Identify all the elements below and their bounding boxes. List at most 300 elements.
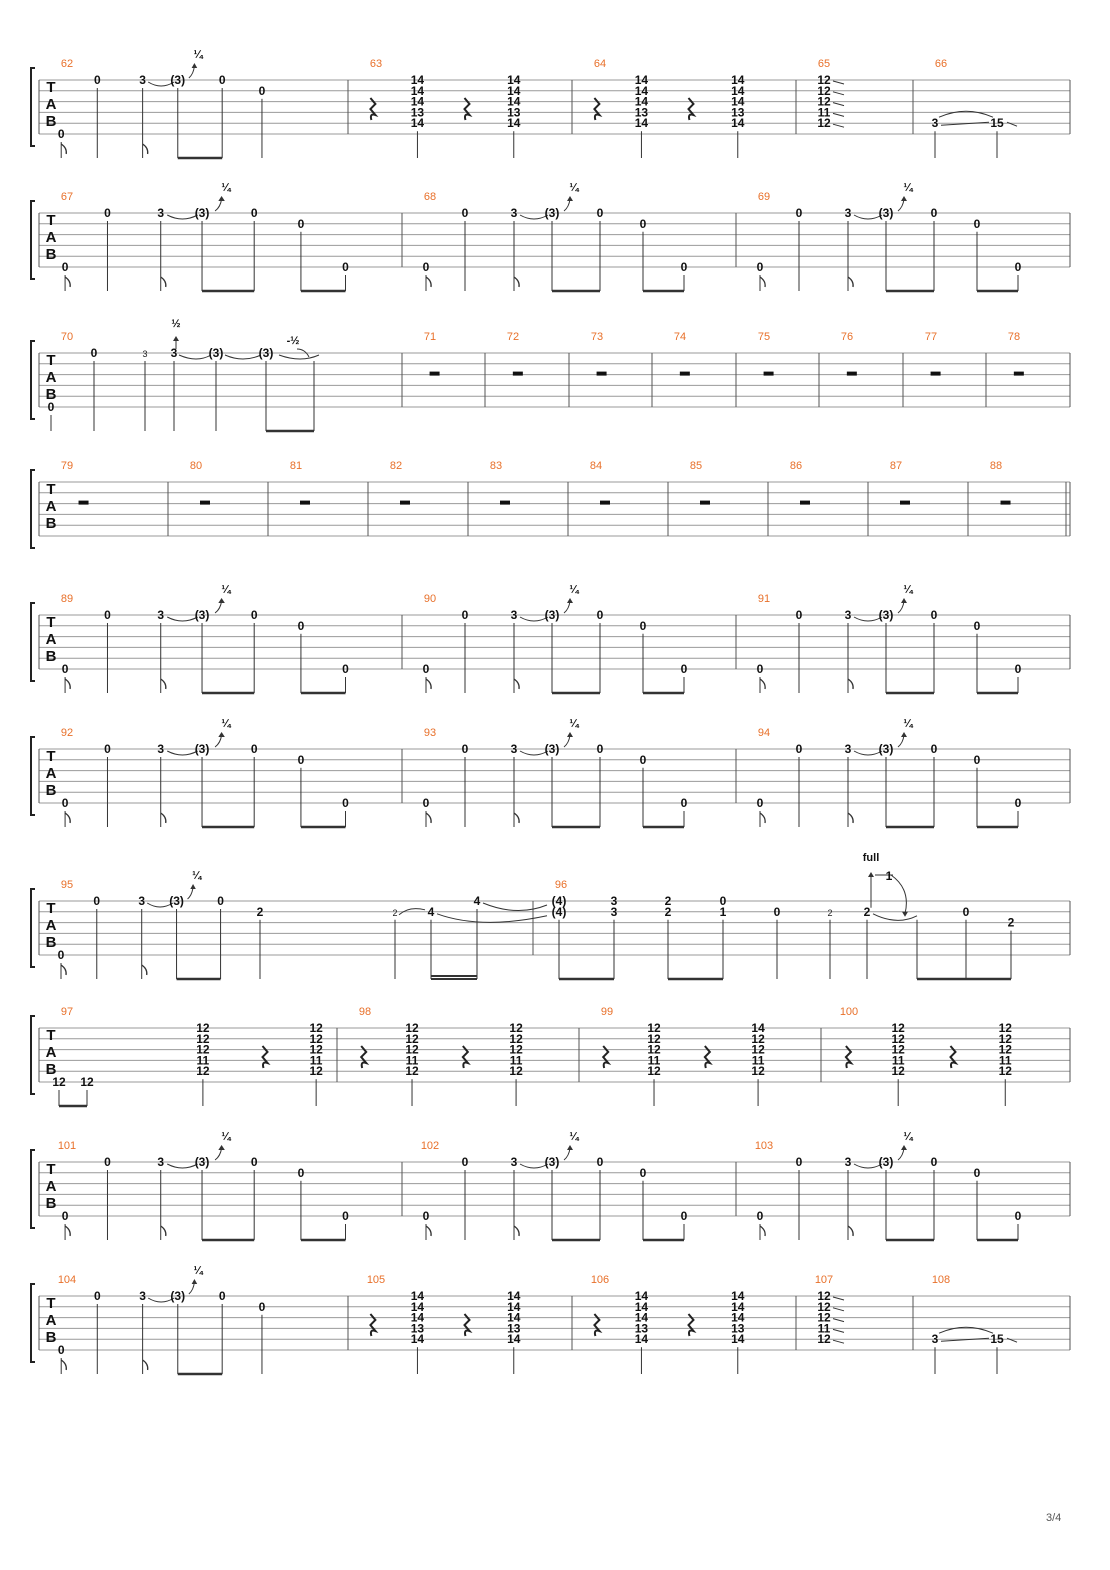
measure-number: 64: [593, 58, 607, 70]
system-bracket: [31, 68, 35, 146]
fret-number: 0: [258, 1299, 266, 1314]
fret-number: 2: [664, 894, 672, 908]
fret-number: 14: [634, 73, 649, 87]
fret-number: 0: [250, 608, 258, 622]
fret-number: 12: [817, 116, 831, 131]
note-flag: [65, 679, 70, 689]
fret-number: (3): [194, 1155, 210, 1169]
fret-number: 0: [639, 1165, 647, 1180]
fret-number: 12: [309, 1042, 323, 1057]
measure-number: 101: [57, 1140, 77, 1152]
fret-number: 14: [634, 116, 649, 131]
whole-rest: [900, 501, 910, 505]
fret-number: 0: [93, 1289, 101, 1303]
fret-number: (3): [878, 1155, 894, 1169]
tab-clef-letter: T: [46, 1161, 56, 1178]
fret-number: 0: [1014, 796, 1022, 810]
slide-out: [833, 1319, 844, 1322]
fret-number: (3): [194, 608, 210, 622]
fret-number: 11: [309, 1053, 323, 1068]
system-bracket: [31, 1016, 35, 1094]
fret-number: 0: [90, 346, 98, 360]
fret-number: 3: [510, 206, 518, 220]
measure-number: 77: [924, 331, 938, 343]
fret-number: 0: [422, 796, 430, 810]
bend-arrowhead: [901, 598, 907, 603]
fret-number: 12: [509, 1042, 523, 1057]
bend-arrowhead: [218, 732, 225, 737]
fret-number: 14: [634, 1299, 649, 1314]
fret-number: 14: [410, 1299, 425, 1314]
bend-arrowhead: [567, 196, 573, 201]
fret-number: 3: [157, 742, 165, 756]
fret-number: 13: [731, 105, 745, 120]
measure-number: 70: [60, 331, 74, 343]
whole-rest: [931, 372, 941, 376]
measure-number: 99: [600, 1006, 614, 1018]
slide-out: [833, 1297, 844, 1300]
fret-number: 13: [731, 1321, 745, 1336]
measure-number: 71: [423, 331, 437, 343]
fret-number: 0: [973, 618, 981, 633]
fret-number: 12: [196, 1042, 210, 1057]
slide-out: [833, 1308, 844, 1311]
fret-number: 14: [731, 73, 745, 87]
fret-number: 12: [647, 1021, 661, 1035]
measure-number: 63: [369, 58, 383, 70]
fret-number: 12: [891, 1064, 905, 1079]
fret-number: (3): [544, 742, 560, 756]
tab-clef-letter: A: [45, 1178, 57, 1195]
measure-number: 95: [60, 879, 74, 891]
fret-number: 13: [507, 105, 521, 120]
slide-out: [833, 113, 844, 116]
fret-number: 0: [422, 260, 430, 274]
bend-arrowhead: [173, 336, 179, 341]
fret-number: 0: [297, 216, 305, 231]
fret-number: 2: [1007, 915, 1015, 930]
fret-number: 0: [422, 662, 430, 676]
measure-number: 80: [189, 460, 203, 472]
measure-number: 92: [60, 727, 74, 739]
fret-number: 14: [731, 116, 745, 131]
fret-number: 0: [756, 260, 764, 274]
bend-arrowhead: [901, 196, 907, 201]
fret-number: 12: [891, 1021, 905, 1035]
bend-amount: ¼: [903, 182, 913, 194]
whole-rest: [430, 372, 440, 376]
measure-number: 103: [754, 1140, 774, 1152]
fret-number: 12: [647, 1064, 661, 1079]
fret-number: 12: [817, 1299, 831, 1314]
fret-number: 11: [647, 1053, 661, 1068]
fret-number: 0: [461, 1155, 469, 1169]
note-flag: [514, 1226, 519, 1236]
fret-number: 0: [1014, 1209, 1022, 1223]
slide-out: [833, 81, 844, 84]
fret-number: 13: [634, 105, 649, 120]
fret-number: 0: [596, 1155, 604, 1169]
measure: [58, 49, 266, 158]
fret-number: 14: [410, 73, 425, 87]
fret-number: 0: [795, 206, 803, 220]
bend-amount: full: [862, 852, 880, 864]
fret-number: 12: [817, 73, 831, 87]
fret-number: 14: [731, 1332, 745, 1347]
fret-number: 0: [104, 1155, 111, 1169]
note-flag: [65, 277, 70, 287]
fret-number: 14: [410, 1289, 425, 1303]
fret-number: 3: [157, 608, 165, 622]
fret-number: 0: [680, 260, 688, 274]
measure-number: 76: [840, 331, 854, 343]
fret-number: 14: [751, 1021, 765, 1035]
tab-clef-letter: A: [45, 765, 57, 782]
note-flag: [143, 144, 148, 154]
fret-number: (3): [878, 742, 894, 756]
measure: [423, 718, 688, 827]
measure: [359, 1006, 523, 1106]
bend-amount: ¼: [569, 182, 579, 194]
measure: [367, 1274, 521, 1374]
tab-clef-letter: B: [45, 515, 57, 532]
fret-number: 3: [510, 742, 518, 756]
tie-arc: [483, 903, 547, 911]
note-flag: [161, 1226, 166, 1236]
note-flag: [760, 679, 765, 689]
measure: [423, 182, 688, 291]
bend-amount: ¼: [569, 584, 579, 596]
fret-number: 11: [196, 1053, 210, 1068]
fret-number: 0: [756, 796, 764, 810]
tab-system: [31, 852, 1070, 979]
fret-number: 0: [795, 1155, 803, 1169]
measure-number: 97: [60, 1006, 74, 1018]
note-flag: [848, 679, 853, 689]
fret-number: 0: [596, 206, 604, 220]
measure-number: 108: [931, 1274, 951, 1286]
bend-amount: ¼: [569, 1131, 579, 1143]
fret-number: 0: [461, 206, 469, 220]
fret-number: 0: [1014, 662, 1022, 676]
measure: [757, 182, 1022, 291]
fret-number: 0: [104, 742, 111, 756]
fret-number: (3): [169, 894, 184, 908]
fret-number: 12: [998, 1021, 1012, 1035]
tie-arc: [279, 355, 319, 359]
bend-arrowhead: [868, 872, 874, 877]
whole-rest: [500, 501, 510, 505]
fret-number: 14: [731, 1310, 745, 1325]
measure: [423, 584, 688, 693]
fret-number: 3: [844, 206, 852, 220]
fret-number: 0: [342, 662, 349, 676]
fret-number: 2: [256, 904, 264, 919]
release-arrowhead: [902, 912, 908, 917]
fret-number: 13: [634, 1321, 649, 1336]
fret-number: 0: [930, 1155, 938, 1169]
fret-number: 0: [680, 1209, 688, 1223]
bend-amount: ¼: [903, 584, 913, 596]
fret-number: 12: [998, 1064, 1012, 1079]
fret-number: 12: [405, 1031, 419, 1046]
measure-number: 91: [757, 593, 771, 605]
tab-clef-letter: A: [45, 369, 57, 386]
whole-rest: [1001, 501, 1011, 505]
measure: [52, 1006, 323, 1106]
measure: [370, 58, 521, 158]
fret-number: 14: [731, 1299, 745, 1314]
fret-number: 14: [731, 1289, 745, 1303]
tab-system: [31, 1265, 1070, 1374]
measure-number: 85: [689, 460, 703, 472]
note-flag: [848, 277, 853, 287]
tab-clef-letter: B: [45, 1061, 57, 1078]
tab-clef-letter: B: [45, 1195, 57, 1212]
tie-arc: [179, 355, 211, 359]
note-flag: [426, 1226, 431, 1236]
bend-arrowhead: [192, 63, 198, 68]
tab-clef-letter: B: [45, 386, 57, 403]
tab-system: [31, 460, 1070, 548]
page-number: 3/4: [1046, 1512, 1062, 1524]
tie-arc: [167, 751, 197, 755]
measure: [755, 1131, 1022, 1240]
measure-number: 100: [839, 1006, 859, 1018]
measure-number: 87: [889, 460, 903, 472]
bend-amount: ¼: [221, 718, 231, 730]
note-flag: [161, 277, 166, 287]
fret-number: 11: [998, 1053, 1012, 1068]
fret-number: 14: [410, 1332, 425, 1347]
fret-number: 14: [634, 83, 649, 98]
fret-number: 12: [998, 1042, 1012, 1057]
tab-clef-letter: T: [46, 900, 56, 917]
fret-number: 0: [461, 608, 469, 622]
note-flag: [426, 679, 431, 689]
tab-system: [31, 1006, 1070, 1106]
slide-out: [833, 92, 844, 95]
whole-rest: [79, 501, 89, 505]
fret-number: 14: [507, 116, 521, 131]
fret-number: 0: [795, 608, 803, 622]
measure: [817, 58, 844, 130]
tie-arc: [167, 1164, 197, 1168]
fret-number: 0: [57, 1343, 65, 1357]
fret-number: (3): [258, 346, 274, 360]
measure-number: 90: [423, 593, 437, 605]
note-flag: [143, 1360, 148, 1370]
measure: [601, 1006, 765, 1106]
fret-number: 12: [309, 1064, 323, 1079]
fret-number: 11: [817, 105, 831, 120]
whole-rest: [513, 372, 523, 376]
tab-system: [31, 1131, 1070, 1240]
fret-number: 0: [930, 206, 938, 220]
fret-number: 0: [962, 904, 970, 919]
fret-number: 14: [507, 73, 521, 87]
fret-number: (3): [194, 742, 210, 756]
fret-number: (3): [544, 608, 560, 622]
fret-number: 0: [297, 752, 305, 767]
fret-number: 0: [596, 608, 604, 622]
fret-number: 15: [990, 1332, 1004, 1347]
fret-number: 0: [297, 618, 305, 633]
bend-amount: ¼: [903, 1131, 913, 1143]
tab-system: [31, 718, 1070, 827]
bend-amount: ¼: [192, 870, 202, 882]
measure: [757, 584, 1022, 693]
fret-number: 14: [507, 1289, 521, 1303]
fret-number: 12: [196, 1031, 210, 1046]
fret-number: 14: [507, 1299, 521, 1314]
fret-number: 14: [410, 1310, 425, 1325]
measure: [591, 1274, 745, 1374]
measure: [815, 1274, 844, 1346]
fret-number: 12: [891, 1042, 905, 1057]
fret-number: (3): [878, 608, 894, 622]
measure-number: 104: [57, 1274, 77, 1286]
whole-rest: [400, 501, 410, 505]
note-flag: [760, 813, 765, 823]
fret-number: 14: [410, 83, 425, 98]
fret-number: 11: [751, 1053, 765, 1068]
fret-number: 11: [405, 1053, 419, 1068]
system-bracket: [31, 470, 35, 548]
measure: [932, 1274, 1017, 1374]
bend-arrowhead: [901, 1145, 907, 1150]
tab-system: [31, 182, 1070, 291]
fret-number: 2: [863, 904, 871, 919]
fret-number: 11: [891, 1053, 905, 1068]
fret-number: 3: [931, 116, 939, 131]
fret-number: 0: [756, 662, 764, 676]
tab-clef-letter: T: [46, 614, 56, 631]
tab-system: [31, 318, 1070, 431]
fret-number: 0: [973, 1165, 981, 1180]
bend-amount: ¼: [193, 49, 203, 61]
whole-rest: [300, 501, 310, 505]
fret-number: 15: [990, 116, 1004, 131]
measure-number: 73: [590, 331, 604, 343]
measure-number: 106: [590, 1274, 610, 1286]
measure-number: 84: [589, 460, 603, 472]
whole-rest: [200, 501, 210, 505]
measure-number: 105: [366, 1274, 386, 1286]
fret-number: 12: [817, 1332, 831, 1347]
fret-number: 13: [507, 1321, 521, 1336]
bend-amount: ¼: [221, 182, 231, 194]
fret-number: 12: [998, 1031, 1012, 1046]
fret-number: 13: [410, 105, 425, 120]
slide-out: [833, 1329, 844, 1332]
fret-number: 4: [473, 894, 481, 908]
system-bracket: [31, 1284, 35, 1362]
fret-number: (3): [544, 1155, 560, 1169]
fret-number: 12: [196, 1064, 210, 1079]
note-flag: [65, 1226, 70, 1236]
note-flag: [61, 965, 66, 975]
bend-arrowhead: [567, 1145, 573, 1150]
fret-number: 14: [634, 1310, 649, 1325]
fret-number: 12: [309, 1031, 323, 1046]
fret-number: 0: [639, 752, 647, 767]
measure-number: 98: [358, 1006, 372, 1018]
fret-number: 0: [93, 894, 101, 908]
fret-number: 14: [507, 94, 521, 109]
note-flag: [65, 813, 70, 823]
whole-rest: [847, 372, 857, 376]
system-bracket: [31, 889, 35, 967]
fret-number: (3): [208, 346, 224, 360]
fret-number: 0: [61, 1209, 69, 1223]
tie-arc: [873, 914, 917, 921]
measure-number: 65: [817, 58, 831, 70]
measure: [932, 58, 1017, 158]
fret-number: 3: [510, 608, 518, 622]
measure-number: 68: [423, 191, 437, 203]
note-flag: [760, 1226, 765, 1236]
whole-rest: [600, 501, 610, 505]
measure: [61, 584, 349, 693]
tie-arc: [225, 355, 261, 359]
whole-rest: [680, 372, 690, 376]
fret-number: 1: [885, 869, 893, 883]
system-bracket: [31, 341, 35, 419]
tab-clef-letter: B: [45, 246, 57, 263]
fret-number: 3: [610, 904, 618, 919]
note-flag: [514, 813, 519, 823]
fret-number: 0: [756, 1209, 764, 1223]
fret-number: 12: [751, 1031, 765, 1046]
fret-number: 0: [250, 742, 258, 756]
fret-number: 12: [647, 1031, 661, 1046]
fret-number: 0: [258, 83, 266, 98]
fret-number: 0: [342, 796, 349, 810]
fret-number: 12: [817, 94, 831, 109]
bend-arrowhead: [190, 884, 196, 889]
fret-number: 12: [509, 1021, 523, 1035]
tab-clef-letter: T: [46, 212, 56, 229]
slide-out: [833, 1340, 844, 1343]
measure-number: 79: [60, 460, 74, 472]
measure: [594, 58, 745, 158]
tab-clef-letter: T: [46, 79, 56, 96]
whole-rest: [764, 372, 774, 376]
fret-number: 0: [973, 216, 981, 231]
grace-fret-number: 3: [142, 349, 148, 359]
fret-number: 3: [510, 1155, 518, 1169]
fret-number: 12: [405, 1042, 419, 1057]
fret-number: 0: [104, 206, 111, 220]
fret-number: (3): [170, 73, 186, 87]
fret-number: 4: [427, 904, 435, 919]
note-flag: [848, 813, 853, 823]
fret-number: 14: [731, 83, 745, 98]
fret-number: 3: [844, 1155, 852, 1169]
tab-system: [31, 584, 1070, 693]
fret-number: 14: [634, 94, 649, 109]
measure-number: 96: [554, 879, 568, 891]
fret-number: 14: [507, 1332, 521, 1347]
measure: [58, 1131, 349, 1240]
tab-clef-letter: B: [45, 782, 57, 799]
bend-arrowhead: [218, 1145, 225, 1150]
tab-clef-letter: B: [45, 934, 57, 951]
fret-number: 3: [157, 1155, 165, 1169]
fret-number: (4): [551, 904, 567, 919]
fret-number: 1: [719, 904, 727, 919]
